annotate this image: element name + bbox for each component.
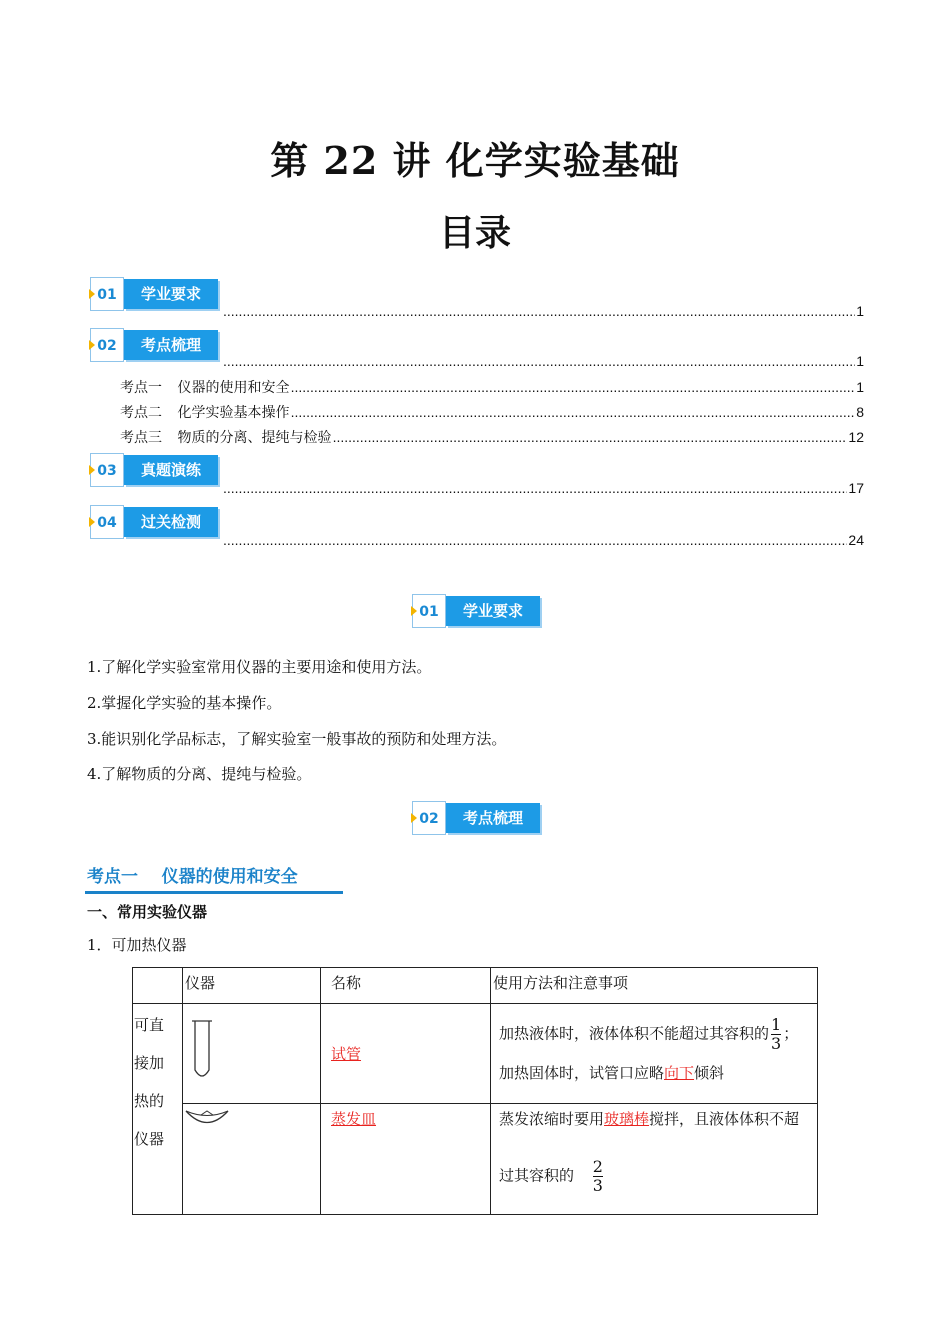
leader-dots xyxy=(223,303,855,319)
requirement-item: 4.了解物质的分离、提纯与检验。 xyxy=(87,765,312,783)
table-row xyxy=(133,1004,818,1104)
toc-badge-03[interactable] xyxy=(90,453,220,489)
section-badge-02 xyxy=(412,801,542,837)
instrument-name-cell xyxy=(321,1104,491,1215)
badge-number: 01 xyxy=(412,594,446,628)
toc-entry[interactable] xyxy=(120,377,864,397)
table-row xyxy=(133,1104,818,1215)
toc-line-01[interactable] xyxy=(222,303,864,319)
badge-label: 真题演练 xyxy=(124,455,218,485)
leader-dots xyxy=(223,532,847,548)
note-text: ； xyxy=(783,1024,799,1043)
subsection-heading: 1．可加热仪器 xyxy=(87,936,187,954)
note-text: 过其容积的 xyxy=(499,1166,575,1185)
toc-badge-01[interactable] xyxy=(90,277,220,313)
leader-dots xyxy=(333,429,848,445)
category-cell xyxy=(133,1004,183,1215)
kaodian-title: 考点一 仪器的使用和安全 xyxy=(87,867,298,887)
badge-marker-icon xyxy=(89,340,95,350)
badge-number: 02 xyxy=(90,328,124,362)
requirement-item: 2.掌握化学实验的基本操作。 xyxy=(87,694,282,712)
instrument-name: 蒸发皿 xyxy=(331,1110,377,1128)
toc-page: 17 xyxy=(848,480,864,496)
usage-note xyxy=(499,1016,809,1060)
toc-line-02[interactable] xyxy=(222,353,864,369)
fraction xyxy=(771,1016,781,1053)
leader-dots xyxy=(291,379,856,395)
badge-marker-icon xyxy=(89,517,95,527)
instrument-name: 试管 xyxy=(331,1045,362,1063)
evaporating-dish-icon xyxy=(183,1106,231,1130)
header-cell: 仪器 xyxy=(183,968,321,1004)
toc-page: 8 xyxy=(856,404,864,420)
fraction-denominator: 3 xyxy=(771,1034,782,1053)
header-cell-empty xyxy=(133,968,183,1004)
header-cell: 名称 xyxy=(321,968,491,1004)
table-header-row xyxy=(133,968,818,1004)
fraction-denominator: 3 xyxy=(592,1176,603,1195)
toc-line-04[interactable] xyxy=(222,532,864,548)
badge-number: 04 xyxy=(90,505,124,539)
fraction-numerator: 2 xyxy=(592,1157,603,1176)
leader-dots xyxy=(223,353,855,369)
answer-text: 向下 xyxy=(664,1064,695,1082)
toc-badge-04[interactable] xyxy=(90,505,220,541)
badge-label: 考点梳理 xyxy=(446,803,540,833)
badge-label: 考点梳理 xyxy=(124,330,218,360)
category-line: 接加 xyxy=(134,1054,165,1072)
usage-cell xyxy=(491,1004,818,1104)
category-line: 可直 xyxy=(134,1016,165,1034)
section-badge-01 xyxy=(412,594,542,630)
section-heading: 一、常用实验仪器 xyxy=(87,903,208,921)
leader-dots xyxy=(223,480,847,496)
badge-label: 学业要求 xyxy=(446,596,540,626)
toc-line-03[interactable] xyxy=(222,480,864,496)
document-title: 第 22 讲 化学实验基础 xyxy=(270,138,680,183)
toc-badge-02[interactable] xyxy=(90,328,220,364)
leader-dots xyxy=(291,404,856,420)
badge-number: 03 xyxy=(90,453,124,487)
toc-page: 1 xyxy=(856,353,864,369)
toc-entry-label: 考点三 物质的分离、提纯与检验 xyxy=(120,429,332,445)
badge-label: 学业要求 xyxy=(124,279,218,309)
note-text: 倾斜 xyxy=(694,1064,725,1082)
badge-number: 02 xyxy=(412,801,446,835)
badge-label: 过关检测 xyxy=(124,507,218,537)
badge-marker-icon xyxy=(89,465,95,475)
instrument-image-cell xyxy=(183,1104,321,1215)
requirement-item: 1.了解化学实验室常用仪器的主要用途和使用方法。 xyxy=(87,658,432,676)
instrument-name-cell xyxy=(321,1004,491,1104)
category-line: 热的 xyxy=(134,1092,165,1110)
header-cell: 使用方法和注意事项 xyxy=(491,968,818,1004)
usage-cell xyxy=(491,1104,818,1215)
toc-page: 12 xyxy=(848,429,864,445)
answer-text: 玻璃棒 xyxy=(604,1110,650,1128)
toc-page: 24 xyxy=(848,532,864,548)
toc-page: 1 xyxy=(856,303,864,319)
note-text: 加热固体时，试管口应略 xyxy=(499,1064,665,1082)
toc-entry[interactable] xyxy=(120,427,864,447)
fraction-numerator: 1 xyxy=(771,1015,782,1034)
test-tube-icon xyxy=(187,1018,217,1084)
note-text: 加热液体时，液体体积不能超过其容积的 xyxy=(499,1024,770,1043)
note-text: 搅拌，且液体体积不超 xyxy=(649,1110,800,1128)
toc-heading: 目录 xyxy=(438,212,511,254)
toc-entry[interactable] xyxy=(120,402,864,422)
toc-page: 1 xyxy=(856,379,864,395)
note-text: 蒸发浓缩时要用 xyxy=(499,1110,605,1128)
usage-note xyxy=(499,1062,809,1083)
toc-entry-label: 考点一 仪器的使用和安全 xyxy=(120,379,290,395)
toc-entry-label: 考点二 化学实验基本操作 xyxy=(120,404,290,420)
fraction xyxy=(593,1158,603,1195)
instrument-image-cell xyxy=(183,1004,321,1104)
category-line: 仪器 xyxy=(134,1130,165,1148)
badge-number: 01 xyxy=(90,277,124,311)
kaodian-underline xyxy=(85,891,343,894)
requirement-item: 3.能识别化学品标志，了解实验室一般事故的预防和处理方法。 xyxy=(87,730,507,748)
instrument-table xyxy=(132,967,818,1215)
usage-note xyxy=(499,1158,809,1195)
badge-marker-icon xyxy=(411,606,417,616)
usage-note xyxy=(499,1108,809,1158)
badge-marker-icon xyxy=(89,289,95,299)
badge-marker-icon xyxy=(411,813,417,823)
